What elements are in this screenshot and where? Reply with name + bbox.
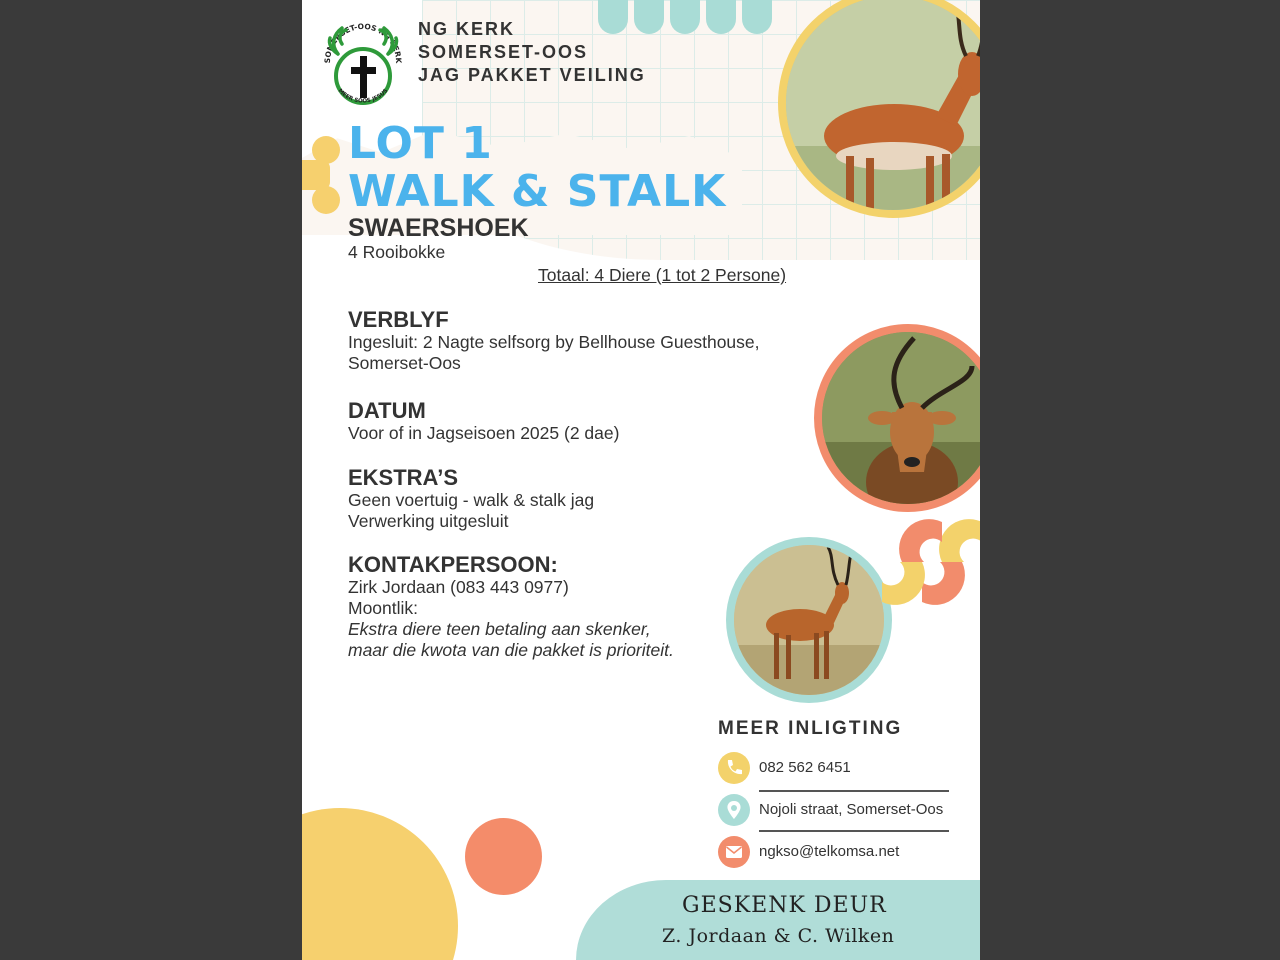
church-logo (320, 14, 406, 118)
donor-label: GESKENK DEUR (682, 893, 887, 918)
ekstras-section (348, 466, 594, 532)
donor-names: Z. Jordaan & C. Wilken (662, 925, 895, 947)
logo-ring-text: SOMERSET-OOS NG KERK (322, 21, 404, 64)
yellow-shape-decoration (302, 134, 342, 216)
phone-number: 082 562 6451 (759, 759, 851, 776)
verblyf-line: Ingesluit: 2 Nagte selfsorg by Bellhouse Guesthouse, (348, 332, 760, 352)
datum-line: Voor of in Jagseisoen 2025 (2 dae) (348, 423, 620, 443)
kontak-note-label: Moontlik: (348, 598, 419, 618)
info-title: MEER INLIGTING (718, 718, 903, 739)
wave-shape-decoration (882, 512, 980, 612)
farm-section (348, 214, 529, 263)
kontak-person: Zirk Jordaan (083 443 0977) (348, 577, 569, 597)
scallop-decoration (706, 0, 736, 34)
coral-circle-decoration (465, 818, 542, 895)
kontak-heading: KONTAKPERSOON: (348, 552, 558, 577)
divider (759, 790, 949, 792)
scallop-decoration (670, 0, 700, 34)
datum-heading: DATUM (348, 398, 426, 423)
kontak-note: maar die kwota van die pakket is prioriteit. (348, 640, 674, 660)
org-line: SOMERSET-OOS (418, 42, 589, 62)
phone-icon (718, 752, 750, 784)
farm-animals: 4 Rooibokke (348, 242, 446, 262)
flyer-page (302, 0, 980, 960)
scallop-decoration (742, 0, 772, 34)
impala-photo-portrait (814, 324, 980, 512)
verblyf-section (348, 308, 760, 374)
verblyf-heading: VERBLYF (348, 307, 449, 332)
impala-photo-savanna (726, 537, 892, 703)
donor-banner (576, 880, 980, 960)
kontak-note: Ekstra diere teen betaling aan skenker, (348, 619, 651, 639)
kontak-section (348, 553, 674, 661)
total-animals: Totaal: 4 Diere (1 tot 2 Persone) (538, 265, 787, 285)
ekstras-line: Geen voertuig - walk & stalk jag (348, 490, 595, 510)
organisation-title (418, 18, 646, 87)
org-line: NG KERK (418, 19, 516, 39)
location-pin-icon (718, 794, 750, 826)
info-email (718, 836, 958, 870)
lot-name: WALK & STALK (348, 166, 727, 217)
mail-icon (718, 836, 750, 868)
info-address (718, 794, 958, 828)
org-line: JAG PAKKET VEILING (418, 65, 646, 85)
lot-title (348, 120, 726, 216)
lot-number: LOT 1 (348, 118, 493, 169)
farm-name: SWAERSHOEK (348, 214, 529, 242)
info-phone (718, 752, 958, 786)
ekstras-heading: EKSTRA’S (348, 465, 459, 490)
logo-motto: MEER SOOS JESUS (336, 87, 390, 105)
verblyf-line: Somerset-Oos (348, 353, 461, 373)
divider (759, 830, 949, 832)
yellow-circle-decoration (302, 808, 458, 960)
ekstras-line: Verwerking uitgesluit (348, 511, 509, 531)
datum-section (348, 399, 619, 444)
address: Nojoli straat, Somerset-Oos (759, 801, 944, 818)
email-address: ngkso@telkomsa.net (759, 843, 900, 860)
